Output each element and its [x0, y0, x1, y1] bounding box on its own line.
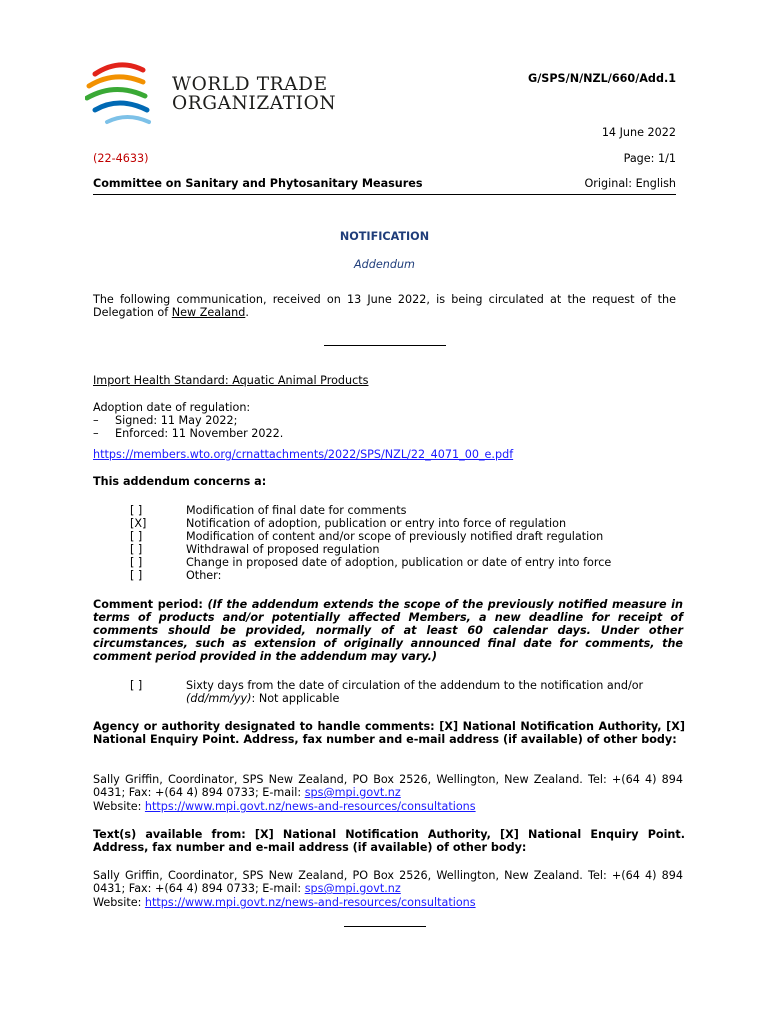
- texts-website-link[interactable]: https://www.mpi.govt.nz/news-and-resources/consultations: [144, 896, 476, 909]
- texts-website: [93, 896, 476, 909]
- list-item: [0, 556, 770, 569]
- comment-period-option-text: Sixty days from the date of circulation of the addendum to the notification and/or: [186, 679, 644, 692]
- list-item: [0, 543, 770, 556]
- notification-heading: NOTIFICATION: [339, 230, 430, 243]
- intro-period: .: [245, 306, 249, 319]
- intro-paragraph: [93, 293, 676, 319]
- dash-bullet: –: [93, 427, 99, 440]
- regulation-link[interactable]: https://members.wto.org/crnattachments/2022/SPS/NZL/22_4071_00_e.pdf: [93, 448, 514, 461]
- checkbox: [ ]: [130, 556, 143, 569]
- committee-name: Committee on Sanitary and Phytosanitary Measures: [93, 177, 423, 190]
- wto-logo: [85, 60, 335, 130]
- comment-period-option: [186, 679, 686, 705]
- checkbox: [ ]: [130, 504, 143, 517]
- document-reference: (22-4633): [93, 152, 149, 165]
- checkbox: [ ]: [130, 543, 143, 556]
- agency-email-link[interactable]: sps@mpi.govt.nz: [304, 786, 401, 799]
- header-divider: [93, 194, 676, 195]
- signed-date: Signed: 11 May 2022;: [115, 414, 238, 427]
- texts-heading: Text(s) available from: [X] National Notification Authority, [X] National Enquiry Point. Address, fax number and e-mail address (if available) of other body:: [93, 828, 685, 854]
- texts-address-text: Sally Griffin, Coordinator, SPS New Zealand, PO Box 2526, Wellington, New Zealand. Tel: +(64 4) 894 0431; Fax: +(64 4) 894 0733; E-mail:: [93, 869, 683, 895]
- checkbox-checked: [X]: [130, 517, 147, 530]
- date-format: (dd/mm/yy): [186, 692, 252, 705]
- agency-website: [93, 800, 476, 813]
- agency-address-text: Sally Griffin, Coordinator, SPS New Zealand, PO Box 2526, Wellington, New Zealand. Tel: +(64 4) 894 0431; Fax: +(64 4) 894 0733; E-mail:: [93, 773, 683, 799]
- agency-heading: Agency or authority designated to handle comments: [X] National Notification Authority, [X] National Enquiry Point. Address, fax number and e-mail address (if available) of other body:: [93, 720, 685, 746]
- page-number: Page: 1/1: [623, 152, 676, 165]
- checkbox: [ ]: [130, 530, 143, 543]
- adoption-label: Adoption date of regulation:: [93, 401, 251, 414]
- concern-label: Other:: [186, 569, 222, 582]
- comment-period-checkbox: [ ]: [130, 679, 143, 692]
- org-name-line2: ORGANIZATION: [172, 93, 337, 114]
- website-label: Website:: [93, 800, 145, 813]
- original-language: Original: English: [584, 177, 676, 190]
- concerns-heading: This addendum concerns a:: [93, 475, 267, 488]
- comment-period-text: (If the addendum extends the scope of the previously notified measure in terms of products and/or potentially affected Members, a new deadline for receipt of comments should be provided, normally of at least 60 calendar days. Under other circumstances, such as extension of originally announced final date for comments, the comment period provided in the addendum may vary.): [93, 598, 683, 663]
- agency-website-link[interactable]: https://www.mpi.govt.nz/news-and-resources/consultations: [144, 800, 476, 813]
- org-name-line1: WORLD TRADE: [172, 74, 328, 95]
- list-item: [0, 569, 770, 582]
- agency-address: [93, 773, 683, 799]
- concern-label: Modification of final date for comments: [186, 504, 407, 517]
- document-date: 14 June 2022: [601, 126, 676, 139]
- document-symbol: G/SPS/N/NZL/660/Add.1: [528, 72, 676, 85]
- list-item: [0, 504, 770, 517]
- comment-period-label: Comment period:: [93, 598, 208, 611]
- regulation-title: Import Health Standard: Aquatic Animal Products: [93, 374, 369, 387]
- website-label: Website:: [93, 896, 145, 909]
- enforced-date: Enforced: 11 November 2022.: [115, 427, 284, 440]
- intro-text: The following communication, received on 13 June 2022, is being circulated at the request of the Delegation of: [93, 293, 676, 319]
- separator-line: [324, 345, 446, 346]
- concern-label: Withdrawal of proposed regulation: [186, 543, 380, 556]
- comment-period-paragraph: [93, 598, 683, 663]
- list-item: [0, 530, 770, 543]
- wto-logo-icon: [85, 60, 157, 130]
- end-separator-line: [344, 926, 426, 927]
- intro-country: New Zealand: [171, 306, 246, 319]
- concerns-list: [0, 504, 770, 584]
- checkbox: [ ]: [130, 569, 143, 582]
- texts-email-link[interactable]: sps@mpi.govt.nz: [304, 882, 401, 895]
- comment-period-value: : Not applicable: [251, 692, 340, 705]
- concern-label: Change in proposed date of adoption, publication or date of entry into force: [186, 556, 612, 569]
- list-item: [0, 517, 770, 530]
- concern-label: Notification of adoption, publication or entry into force of regulation: [186, 517, 567, 530]
- dash-bullet: –: [93, 414, 99, 427]
- concern-label: Modification of content and/or scope of previously notified draft regulation: [186, 530, 604, 543]
- addendum-subheading: Addendum: [354, 258, 415, 271]
- texts-address: [93, 869, 683, 895]
